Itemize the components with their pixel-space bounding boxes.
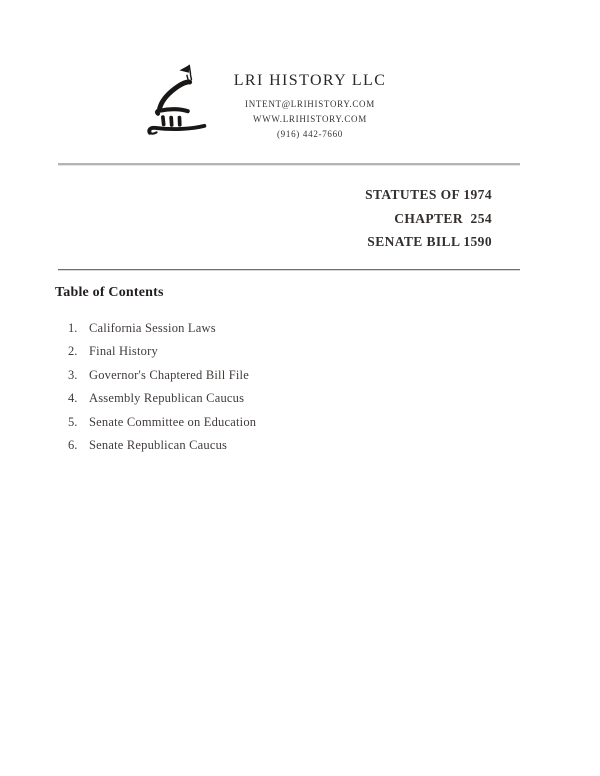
toc-list: [68, 322, 600, 452]
toc-item: [68, 392, 600, 405]
toc-item-number: 2.: [68, 344, 78, 358]
toc-item: [68, 322, 600, 335]
toc-item-label: Senate Committee on Education: [89, 414, 257, 429]
company-website: WWW.LRIHISTORY.COM: [253, 114, 367, 124]
company-name: LRI HISTORY LLC: [233, 72, 387, 89]
toc-item-number: 1.: [68, 320, 78, 335]
toc-item-number: 4.: [68, 391, 78, 405]
toc-item-label: Senate Republican Caucus: [89, 438, 228, 452]
chapter-line: CHAPTER 254: [394, 210, 492, 226]
toc-item-number: 6.: [68, 438, 78, 452]
toc-item-label: California Session Laws: [89, 320, 216, 335]
horizontal-rule-bottom: [58, 269, 520, 271]
toc-item-label: Final History: [89, 344, 158, 358]
statutes-line: STATUTES OF 1974: [365, 187, 492, 202]
toc-heading: Table of Contents: [55, 284, 164, 300]
toc-item: [68, 369, 600, 382]
toc-item-label: Governor's Chaptered Bill File: [89, 367, 249, 382]
senate-bill-line: SENATE BILL 1590: [367, 234, 492, 249]
capitol-dome-logo-icon: [146, 63, 210, 141]
company-email: INTENT@LRIHISTORY.COM: [245, 99, 375, 109]
horizontal-rule-top: [58, 163, 520, 166]
company-phone: (916) 442-7660: [276, 129, 344, 139]
statute-reference: [0, 183, 492, 254]
letterhead: [146, 0, 600, 142]
toc-item-number: 3.: [68, 367, 78, 382]
toc-item: [68, 345, 600, 358]
letterhead-text: [230, 72, 390, 142]
toc-item: [68, 416, 600, 429]
toc-item-label: Assembly Republican Caucus: [89, 391, 245, 405]
toc-item: [68, 439, 600, 452]
toc-item-number: 5.: [68, 414, 78, 429]
